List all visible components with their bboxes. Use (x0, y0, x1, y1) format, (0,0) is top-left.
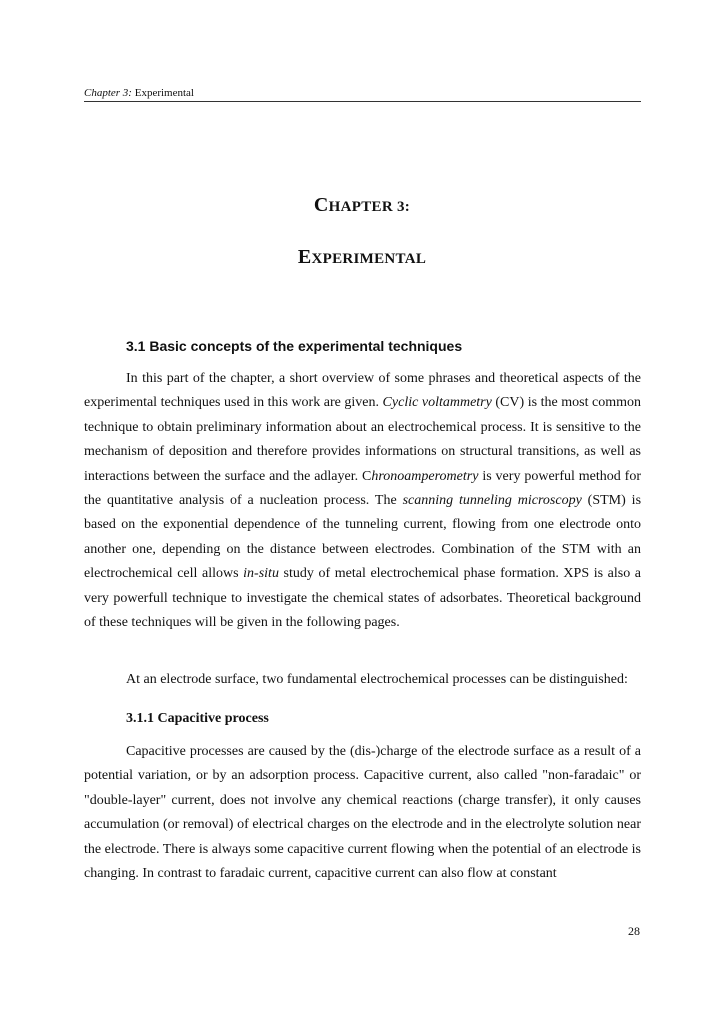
chapter-title-cap: E (297, 246, 312, 268)
chapter-title-heading (0, 246, 724, 269)
para1-text-4: (STM) is based on the exponential dependence of the tunneling current, flowing from one electrode onto another one, depending on the distance between electrodes. Combination of the STM with an electrochemical cell allows (84, 493, 642, 582)
section-heading: 3.1 Basic concepts of the experimental techniques (126, 338, 463, 354)
para1-text-3: is very powerful method for the quantitative analysis of a nucleation process. The (84, 468, 641, 509)
chapter-title-rest: XPERIMENTAL (311, 251, 427, 267)
para3-text: Capacitive processes are caused by the (dis-)charge of the electrode surface as a result of a potential variation, or by an adsorption process. Capacitive current, also called "non-faradaic" or "double-layer" current, does not involve any chemical reactions (charge transfer), it only causes accumulation (or removal) of electrical charges on the electrode and in the electrolyte solution near the electrode. There is always some capacitive current flowing when the potential of an electrode is changing. In contrast to faradaic current, capacitive current can also flow at constant (84, 744, 641, 882)
chapter-number-cap: C (313, 194, 329, 216)
para1-italic-cv: Cyclic voltammetry (382, 395, 492, 411)
running-header (84, 87, 641, 102)
paragraph-intro (84, 367, 641, 635)
subsection-heading: 3.1.1 Capacitive process (126, 711, 269, 726)
chapter-number-rest: HAPTER 3: (328, 199, 411, 215)
header-chapter: Chapter 3: (84, 87, 132, 99)
para1-italic-chrono: hronoamperometry (371, 468, 479, 484)
paragraph-capacitive (84, 740, 641, 886)
page-number: 28 (628, 924, 640, 938)
para2-text: At an electrode surface, two fundamental electrochemical processes can be distinguished: (126, 672, 628, 687)
header-title: Experimental (134, 87, 194, 99)
para1-italic-insitu: in-situ (243, 566, 279, 582)
para1-text-2: (CV) is the most common technique to obtain preliminary information about an electrochemical process. It is sensitive to the mechanism of deposition and therefore provides informations on structural transitions, as well as interactions between the surface and the adlayer. C (84, 395, 641, 484)
para1-italic-stm: scanning tunneling microscopy (402, 493, 582, 509)
chapter-number-heading (0, 194, 724, 217)
para1-text-5: study of metal electrochemical phase formation. XPS is also a very powerfull technique to investigate the chemical states of adsorbates. Theoretical background of these techniques will be given in the following pages. (84, 566, 641, 631)
paragraph-processes (84, 668, 641, 692)
para1-text-1: In this part of the chapter, a short overview of some phrases and theoretical aspects of the experimental techniques used in this work are given. (84, 371, 641, 411)
